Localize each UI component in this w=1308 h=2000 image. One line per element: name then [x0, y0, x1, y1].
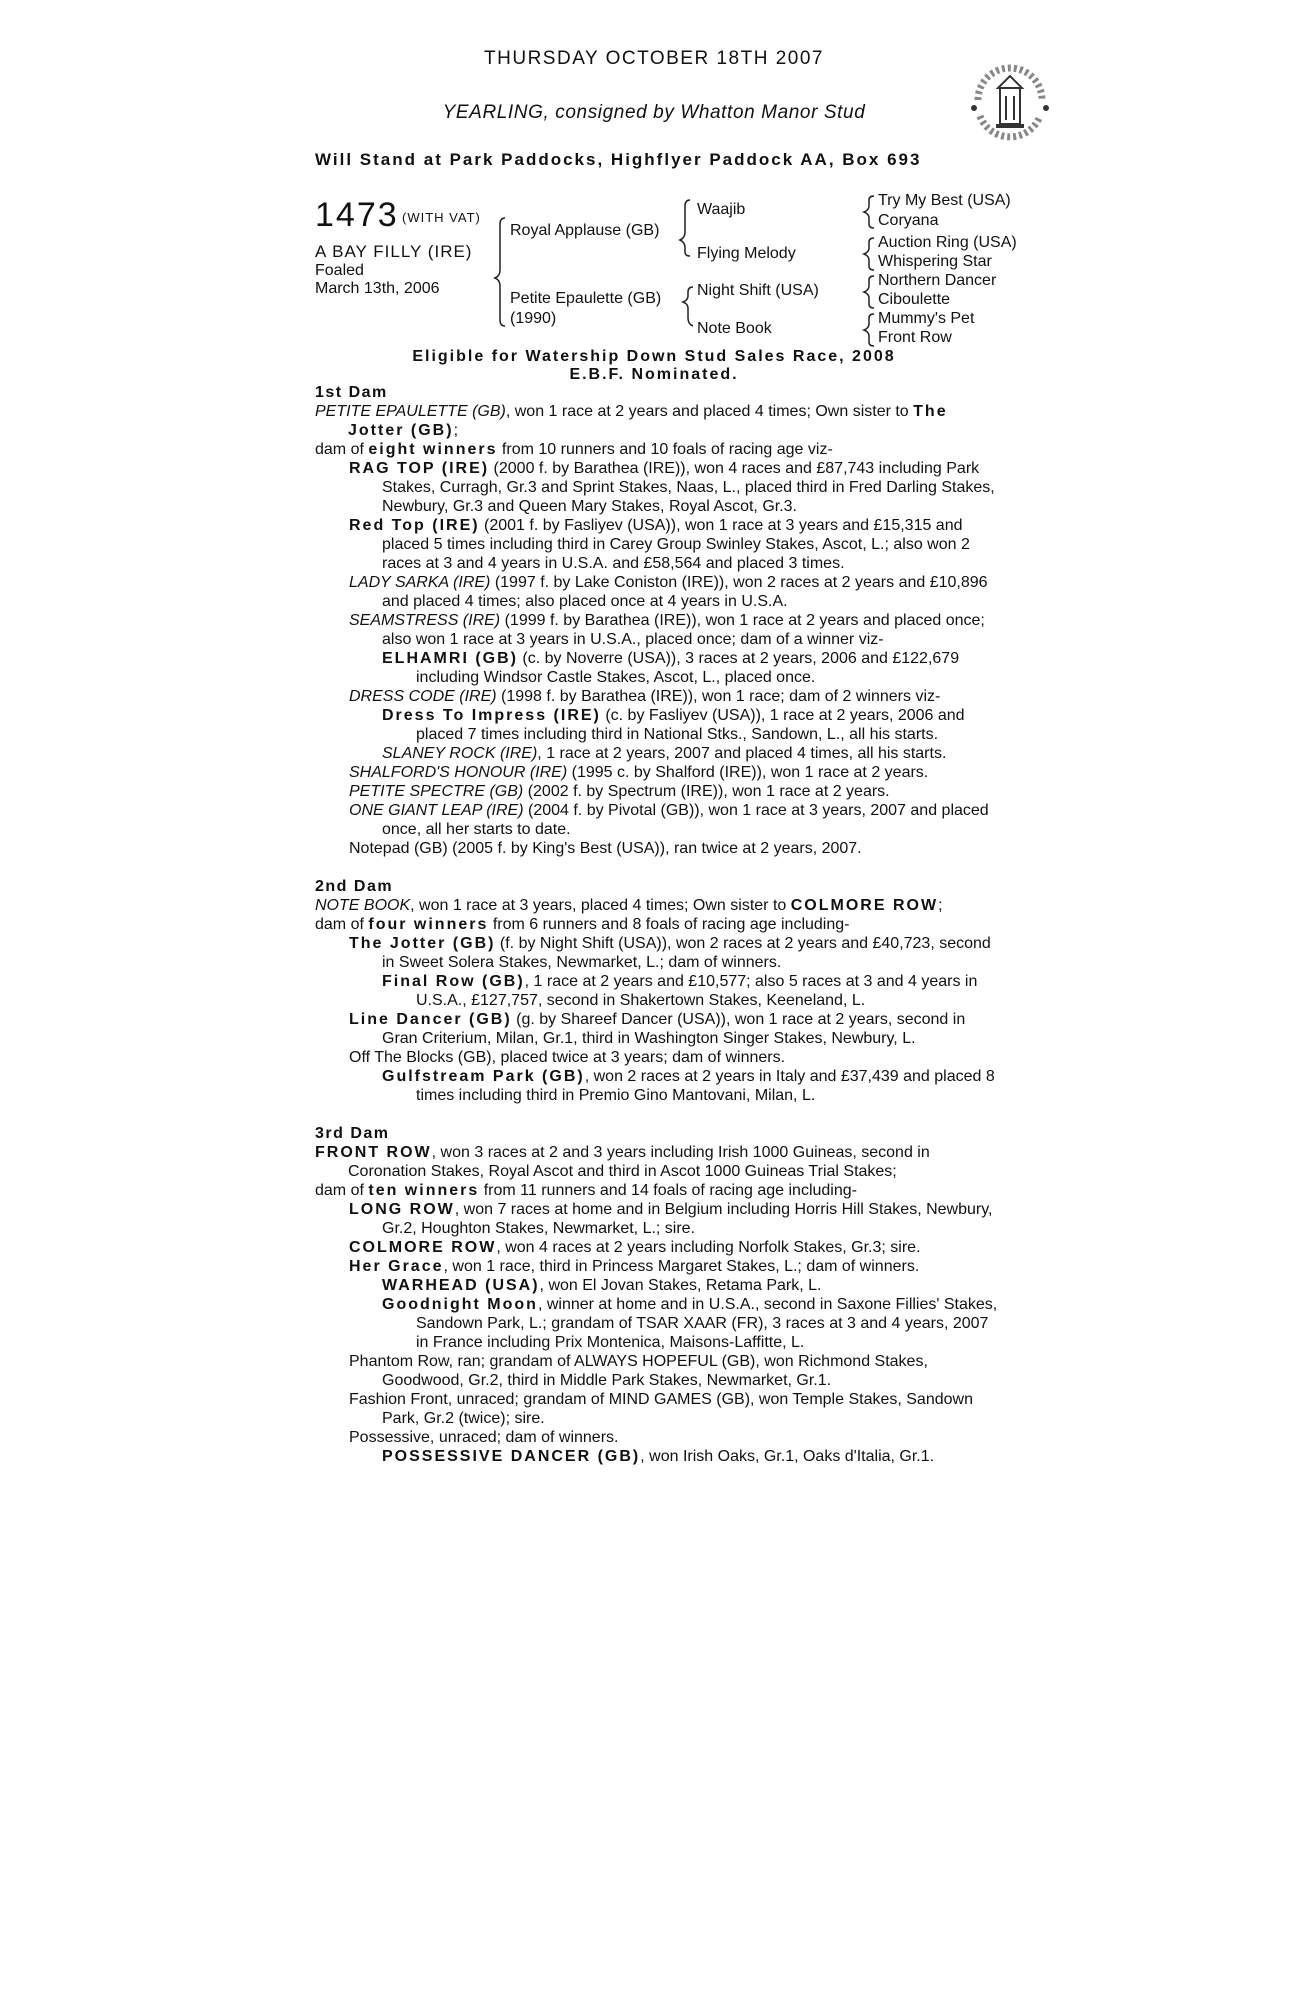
produce-entry: Phantom Row, ran; grandam of ALWAYS HOPEFUL (GB), won Richmond Stakes, Goodwood, Gr.2, third in Middle Park Stakes, Newmarket, Gr.1.: [349, 1353, 928, 1389]
dam: Petite Epaulette (GB): [510, 290, 662, 307]
first-dam-produce: dam of eight winners from 10 runners and 10 foals of racing age viz-: [315, 441, 833, 458]
produce-entry: Red Top (IRE) (2001 f. by Fasliyev (USA)), won 1 race at 3 years and £15,315 and placed 5 times including third in Carey Group Swinley Stakes, Ascot, L.; also won 2 races at 3 and 4 years in U.S.A. and £58,564 and placed 3 times.: [349, 517, 970, 572]
sire-sire: Waajib: [697, 201, 746, 218]
produce-entry: LONG ROW, won 7 races at home and in Belgium including Horris Hill Stakes, Newbury, Gr.2, Houghton Stakes, Newmarket, L.; sire.: [349, 1201, 993, 1237]
produce-entry: SHALFORD'S HONOUR (IRE) (1995 c. by Shalford (IRE)), won 1 race at 2 years.: [349, 764, 929, 781]
consignment-line: YEARLING, consigned by Whatton Manor Stud: [442, 102, 866, 123]
dam-sire: Night Shift (USA): [697, 282, 819, 299]
produce-subentry: Dress To Impress (IRE) (c. by Fasliyev (USA)), 1 race at 2 years, 2006 and placed 7 times including third in National Stks., Sandown, L., all his starts.: [382, 707, 965, 743]
dam-history: [315, 383, 1005, 1466]
produce-entry: COLMORE ROW, won 4 races at 2 years including Norfolk Stakes, Gr.3; sire.: [349, 1239, 921, 1256]
produce-subentry: WARHEAD (USA), won El Jovan Stakes, Retama Park, L.: [382, 1277, 822, 1294]
sds: Auction Ring (USA): [878, 234, 1017, 251]
produce-entry: ONE GIANT LEAP (IRE) (2004 f. by Pivotal (GB)), won 1 race at 3 years, 2007 and placed once, all her starts to date.: [349, 802, 989, 838]
produce-entry: DRESS CODE (IRE) (1998 f. by Barathea (IRE)), won 1 race; dam of 2 winners viz-: [349, 688, 941, 705]
sale-date: THURSDAY OCTOBER 18TH 2007: [484, 48, 824, 69]
first-dam-heading: 1st Dam: [315, 384, 388, 401]
produce-subentry: POSSESSIVE DANCER (GB), won Irish Oaks, Gr.1, Oaks d'Italia, Gr.1.: [382, 1448, 935, 1465]
eligibility-note: Eligible for Watership Down Stud Sales Race, 2008: [412, 348, 896, 365]
produce-entry: Possessive, unraced; dam of winners.: [349, 1429, 619, 1446]
vat-note: (WITH VAT): [402, 210, 481, 225]
ebf-note: E.B.F. Nominated.: [569, 366, 739, 383]
produce-entry: Her Grace, won 1 race, third in Princess Margaret Stakes, L.; dam of winners.: [349, 1258, 920, 1275]
dam-dam: Note Book: [697, 320, 772, 337]
sire-dam: Flying Melody: [697, 245, 796, 262]
second-dam-heading: 2nd Dam: [315, 878, 394, 895]
lot-number: 1473: [315, 196, 399, 234]
dsd: Ciboulette: [878, 291, 951, 308]
dss: Northern Dancer: [878, 272, 997, 289]
third-dam-produce: dam of ten winners from 11 runners and 14 foals of racing age including-: [315, 1182, 857, 1199]
produce-entry: Fashion Front, unraced; grandam of MIND GAMES (GB), won Temple Stakes, Sandown Park, Gr.2 (twice); sire.: [349, 1391, 973, 1427]
produce-entry: Off The Blocks (GB), placed twice at 3 years; dam of winners.: [349, 1049, 786, 1066]
produce-subentry: Gulfstream Park (GB), won 2 races at 2 years in Italy and £37,439 and placed 8 times including third in Premio Gino Mantovani, Milan, L.: [382, 1068, 995, 1104]
third-dam-entry: FRONT ROW, won 3 races at 2 and 3 years including Irish 1000 Guineas, second in Coronation Stakes, Royal Ascot and third in Ascot 1000 Guineas Trial Stakes;: [315, 1144, 930, 1180]
produce-subentry: SLANEY ROCK (IRE), 1 race at 2 years, 2007 and placed 4 times, all his starts.: [382, 745, 947, 762]
sss: Try My Best (USA): [878, 192, 1011, 209]
produce-entry: RAG TOP (IRE) (2000 f. by Barathea (IRE)), won 4 races and £87,743 including Park Stakes, Curragh, Gr.3 and Sprint Stakes, Naas, L., placed third in Fred Darling Stakes, Newbury, Gr.3 and Queen Mary Stakes, Royal Ascot, Gr.3.: [349, 460, 995, 515]
produce-entry: PETITE SPECTRE (GB) (2002 f. by Spectrum (IRE)), won 1 race at 2 years.: [349, 783, 890, 800]
dam-year: (1990): [510, 310, 557, 327]
produce-subentry: ELHAMRI (GB) (c. by Noverre (USA)), 3 races at 2 years, 2006 and £122,679 including Windsor Castle Stakes, Ascot, L., placed once.: [382, 650, 960, 686]
foaled-date: March 13th, 2006: [315, 280, 440, 297]
sdd: Whispering Star: [878, 253, 992, 270]
second-dam-produce: dam of four winners from 6 runners and 8 foals of racing age including-: [315, 916, 850, 933]
third-dam-heading: 3rd Dam: [315, 1125, 390, 1142]
produce-entry: Line Dancer (GB) (g. by Shareef Dancer (USA)), won 1 race at 2 years, second in Gran Criterium, Milan, Gr.1, third in Washington Singer Stakes, Newbury, L.: [349, 1011, 966, 1047]
horse-description: A BAY FILLY (IRE): [315, 242, 473, 261]
produce-subentry: Goodnight Moon, winner at home and in U.S.A., second in Saxone Fillies' Stakes, Sandown Park, L.; grandam of TSAR XAAR (FR), 3 races at 3 and 4 years, 2007 in France including Prix Montenica, Maisons-Laffitte, L.: [382, 1296, 998, 1351]
dds: Mummy's Pet: [878, 310, 975, 327]
stand-location: Will Stand at Park Paddocks, Highflyer Paddock AA, Box 693: [315, 150, 922, 169]
produce-entry: SEAMSTRESS (IRE) (1999 f. by Barathea (IRE)), won 1 race at 2 years and placed once; also won 1 race at 3 years in U.S.A., placed once; dam of a winner viz-: [349, 612, 985, 648]
sire: Royal Applause (GB): [510, 222, 660, 239]
produce-entry: The Jotter (GB) (f. by Night Shift (USA)), won 2 races at 2 years and £40,723, second in Sweet Solera Stakes, Newmarket, L.; dam of winners.: [349, 935, 991, 971]
second-dam-entry: NOTE BOOK, won 1 race at 3 years, placed 4 times; Own sister to COLMORE ROW;: [315, 897, 943, 914]
ssd: Coryana: [878, 212, 939, 229]
produce-entry: Notepad (GB) (2005 f. by King's Best (USA)), ran twice at 2 years, 2007.: [349, 840, 862, 857]
ddd: Front Row: [878, 329, 952, 346]
first-dam-entry: PETITE EPAULETTE (GB), won 1 race at 2 years and placed 4 times; Own sister to The Jotter (GB);: [315, 403, 948, 439]
produce-entry: LADY SARKA (IRE) (1997 f. by Lake Coniston (IRE)), won 2 races at 2 years and £10,896 and placed 4 times; also placed once at 4 years in U.S.A.: [349, 574, 988, 610]
produce-subentry: Final Row (GB), 1 race at 2 years and £10,577; also 5 races at 3 and 4 years in U.S.A., £127,757, second in Shakertown Stakes, Keeneland, L.: [382, 973, 978, 1009]
foaled-label: Foaled: [315, 262, 364, 279]
